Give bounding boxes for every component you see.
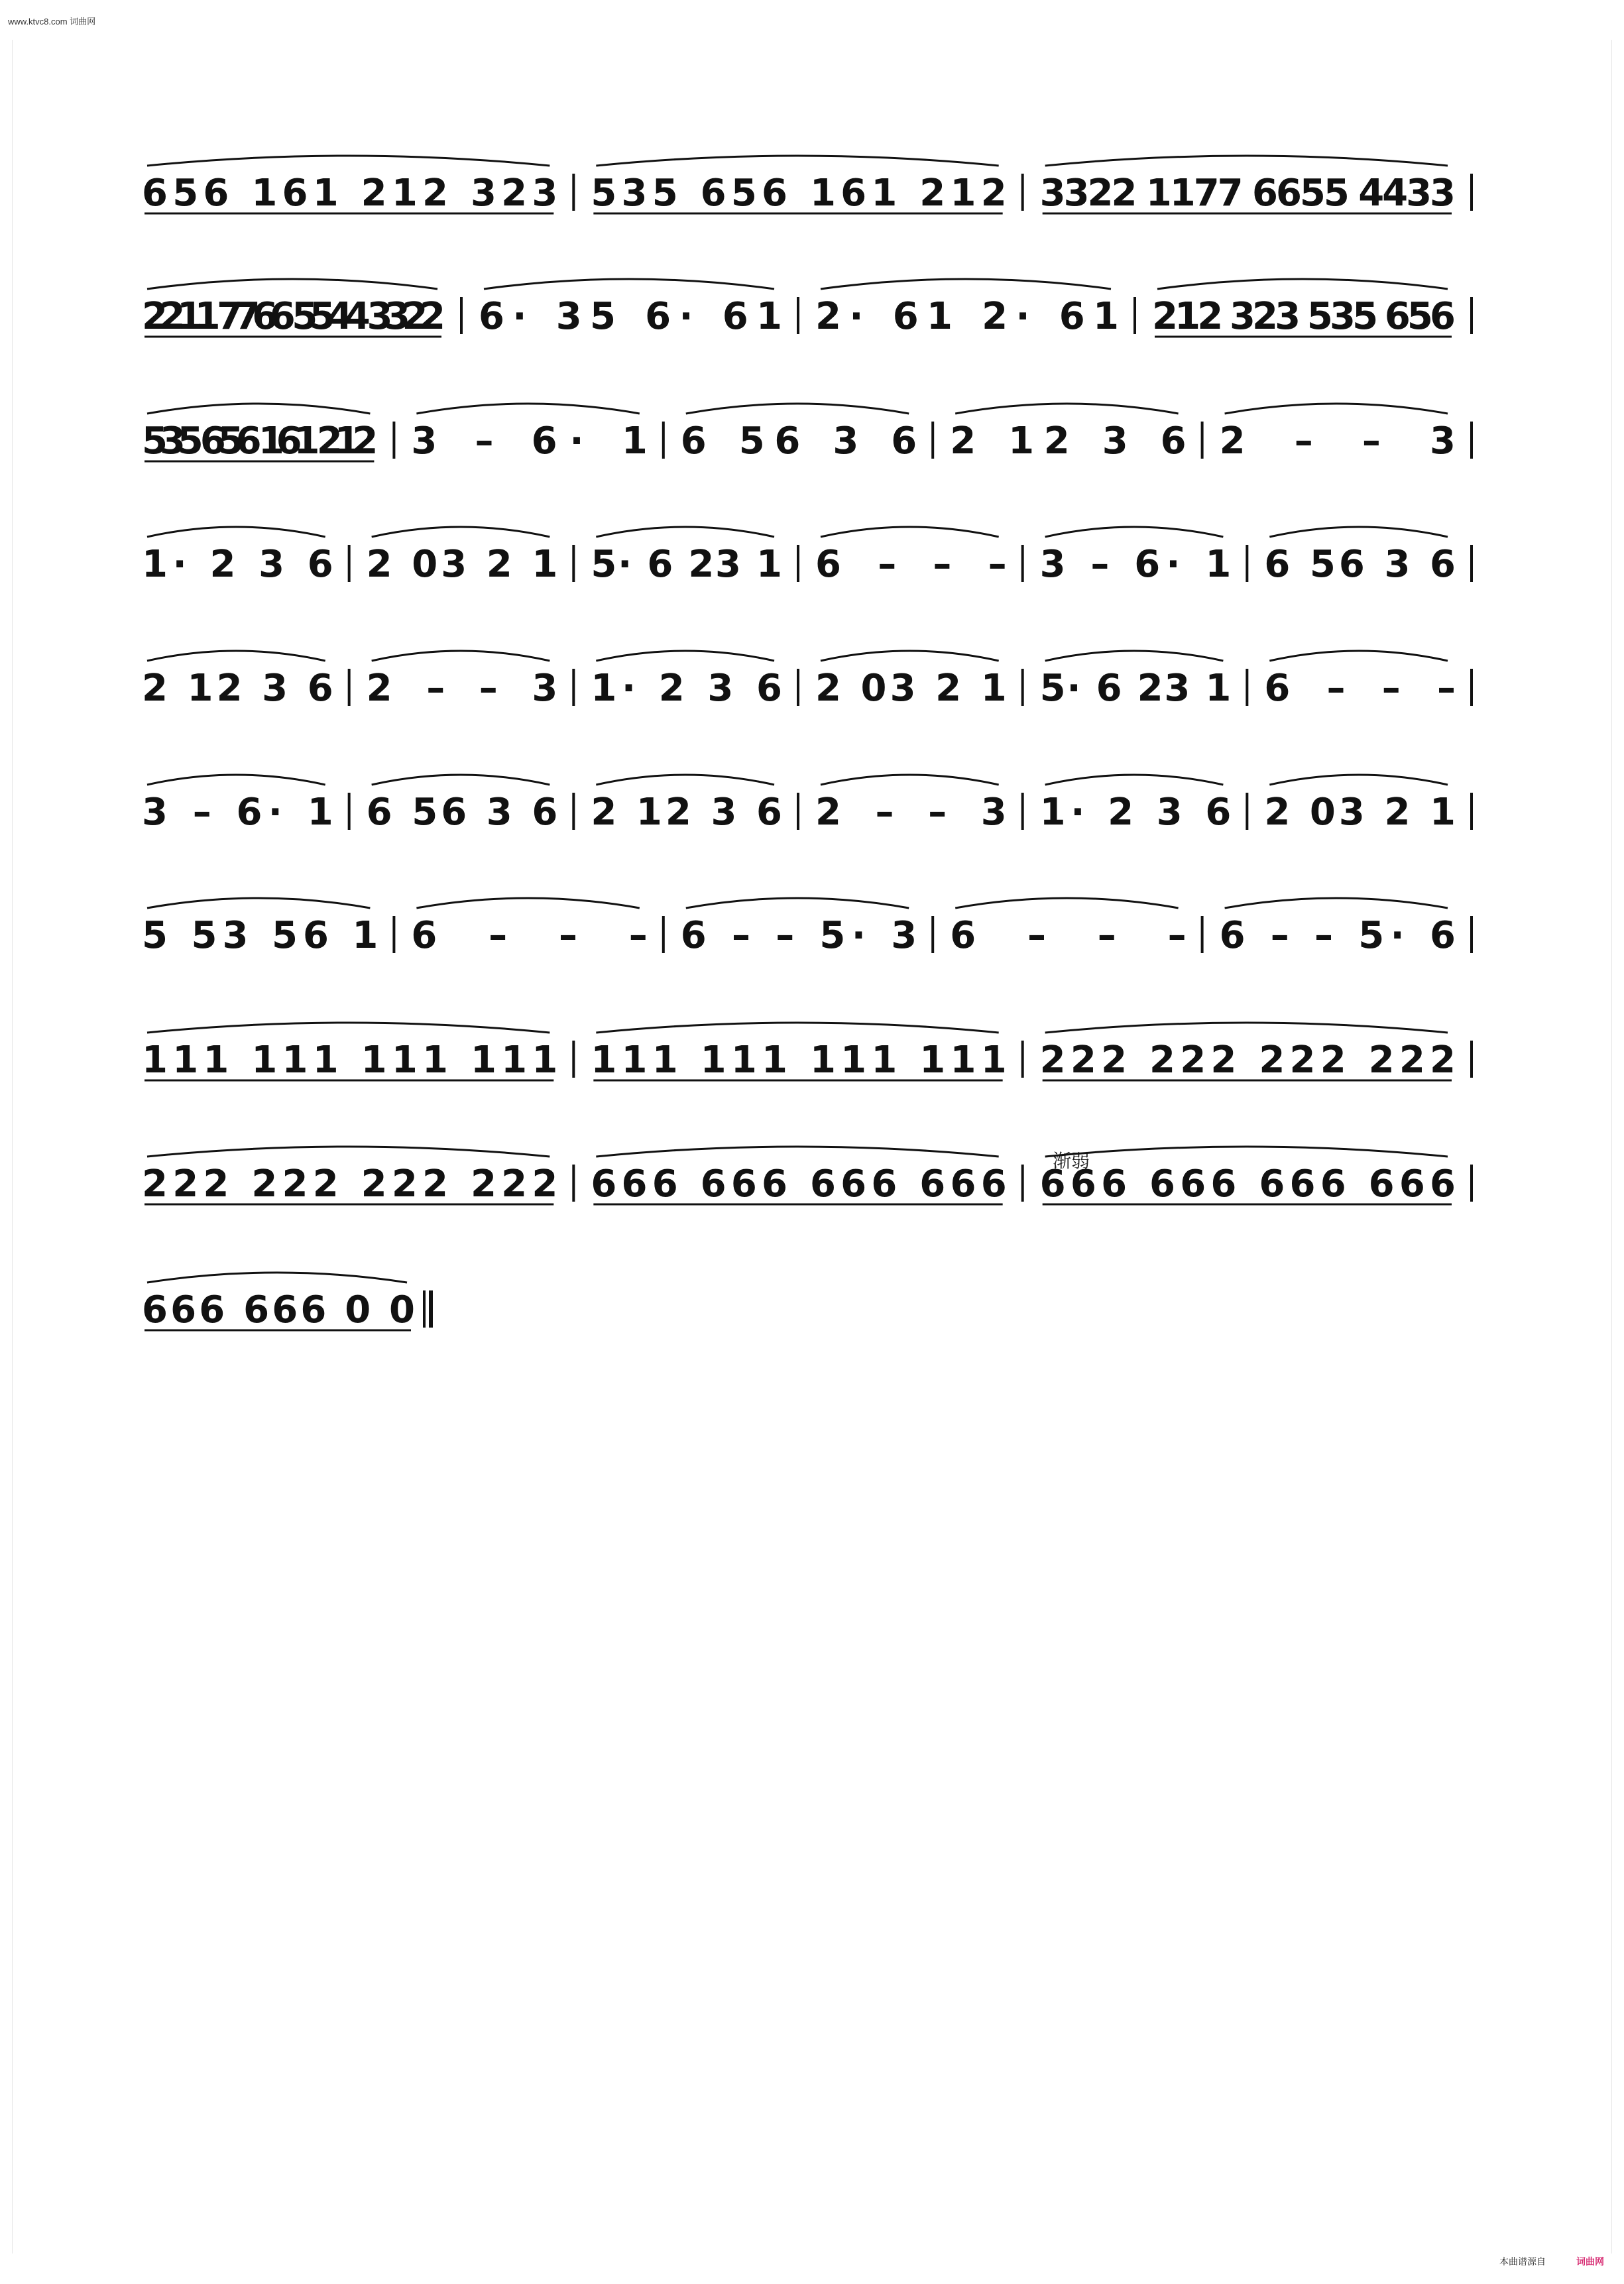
score-system-9 [0,1137,1624,1216]
footer-source-note: 本曲谱源自 [1499,2256,1546,2267]
measure-text: 111 111 111 111 [142,1039,558,1082]
slur-arc [147,527,325,537]
slur-arc [1269,527,1448,537]
slur-arc [596,775,774,785]
measure-text: 2 03 2 1 [366,543,558,586]
measure-text: 6 – – – [411,914,648,957]
measure-text: 666 666 666 666 [591,1163,1007,1206]
system-staff [0,765,1624,858]
slur-arc [147,1023,550,1033]
measure-text: 6· 35 6· 61 [479,295,782,338]
slur-arc [596,651,774,661]
measure-text: 6 56 3 6 [1264,543,1456,586]
system-staff [0,517,1624,610]
score-system-2 [0,269,1624,349]
measure-text: 2 03 2 1 [815,667,1007,710]
slur-arc [372,527,550,537]
measure-text: 222 222 222 222 [142,1163,558,1206]
measure-text: 1· 2 3 6 [142,543,333,586]
measure-text: 666 666 0 0 [142,1288,415,1332]
score-system-10 [0,1263,1624,1342]
slur-arc [686,404,909,414]
slur-arc [1269,651,1448,661]
slur-arc [1045,651,1224,661]
measure-text: 6 – – 5· 6 [1219,914,1456,957]
slur-arc [147,404,370,414]
system-staff [0,1013,1624,1106]
slur-arc [147,1147,550,1157]
slur-arc [1269,775,1448,785]
measure-text: 6 56 3 6 [366,791,558,834]
slur-arc [147,279,437,289]
slur-arc [1045,1023,1448,1033]
slur-arc [147,898,370,908]
system-staff [0,269,1624,362]
measure-text: 2 – – 3 [1219,420,1456,463]
measure-text: 3322 1177 6655 4433 [1039,172,1456,215]
measure-text: 111 111 111 111 [591,1039,1007,1082]
measure-text: 1· 2 3 6 [591,667,782,710]
measure-text: 222 222 222 222 [1039,1039,1456,1082]
slur-arc [372,775,550,785]
system-staff [0,1263,1624,1355]
system-staff [0,394,1624,486]
slur-arc [821,527,999,537]
slur-arc [1045,775,1224,785]
measure-text: 3 – 6· 1 [1039,543,1232,586]
slur-arc [596,156,998,166]
slur-arc [372,651,550,661]
measure-text: 535 656 161 212 [142,420,378,463]
measure-text: 666 666 666 666 [1039,1163,1456,1206]
slur-arc [147,1273,407,1283]
slur-arc [686,898,909,908]
slur-arc [416,404,639,414]
measure-text: 6 – – 5· 3 [680,914,917,957]
slur-arc [416,898,639,908]
score-system-8 [0,1013,1624,1092]
slur-arc [821,651,999,661]
measure-text: 2 – – 3 [815,791,1007,834]
measure-text: 656 161 212 323 [142,172,558,215]
slur-arc [821,775,999,785]
score-system-6 [0,765,1624,844]
measure-text: 6 – – – [1264,667,1456,710]
measure-text: 6 – – – [950,914,1187,957]
slur-arc [596,527,774,537]
slur-arc [1045,527,1224,537]
measure-text: 2 12 3 6 [950,420,1187,463]
measure-text: 212 323 535 656 [1152,295,1456,338]
system-staff [0,888,1624,981]
site-header: www.ktvc8.com 词曲网 [8,17,96,27]
score-system-1 [0,146,1624,225]
measure-text: 535 656 161 212 [591,172,1007,215]
score-system-4 [0,517,1624,597]
slur-arc [1045,156,1448,166]
measure-text: 6 56 3 6 [680,420,917,463]
system-staff [0,146,1624,239]
measure-text: 3 – 6· 1 [411,420,648,463]
footer-brand: 词曲网 [1576,2256,1604,2267]
slur-arc [1045,1147,1448,1157]
system-staff [0,641,1624,734]
slur-arc [955,404,1178,414]
slur-arc [147,156,550,166]
measure-text: 5· 6 23 1 [1039,667,1232,710]
measure-text: 1· 2 3 6 [1039,791,1232,834]
slur-arc [1225,404,1448,414]
measure-text: 2 12 3 6 [591,791,782,834]
measure-text: 2· 61 2· 61 [815,295,1119,338]
measure-text: 5· 6 23 1 [591,543,782,586]
measure-text: 5 53 56 1 [142,914,378,957]
slur-arc [1225,898,1448,908]
measure-text: 2 12 3 6 [142,667,333,710]
slur-arc [1157,279,1448,289]
measure-text: 2 03 2 1 [1264,791,1456,834]
measure-text: 6 – – – [815,543,1007,586]
slur-arc [484,279,774,289]
measure-text: 3 – 6· 1 [142,791,333,834]
measure-text: 2 – – 3 [366,667,558,710]
slur-arc [596,1023,998,1033]
score-system-7 [0,888,1624,968]
slur-arc [596,1147,998,1157]
slur-arc [821,279,1111,289]
system-staff [0,1137,1624,1229]
slur-arc [147,775,325,785]
score-system-3 [0,394,1624,473]
dynamic-mark-decrescendo: 渐弱 [1053,1151,1090,1171]
score-system-5 [0,641,1624,720]
measure-text: 2211 7766 5544 3322 [142,295,445,338]
slur-arc [147,651,325,661]
slur-arc [955,898,1178,908]
